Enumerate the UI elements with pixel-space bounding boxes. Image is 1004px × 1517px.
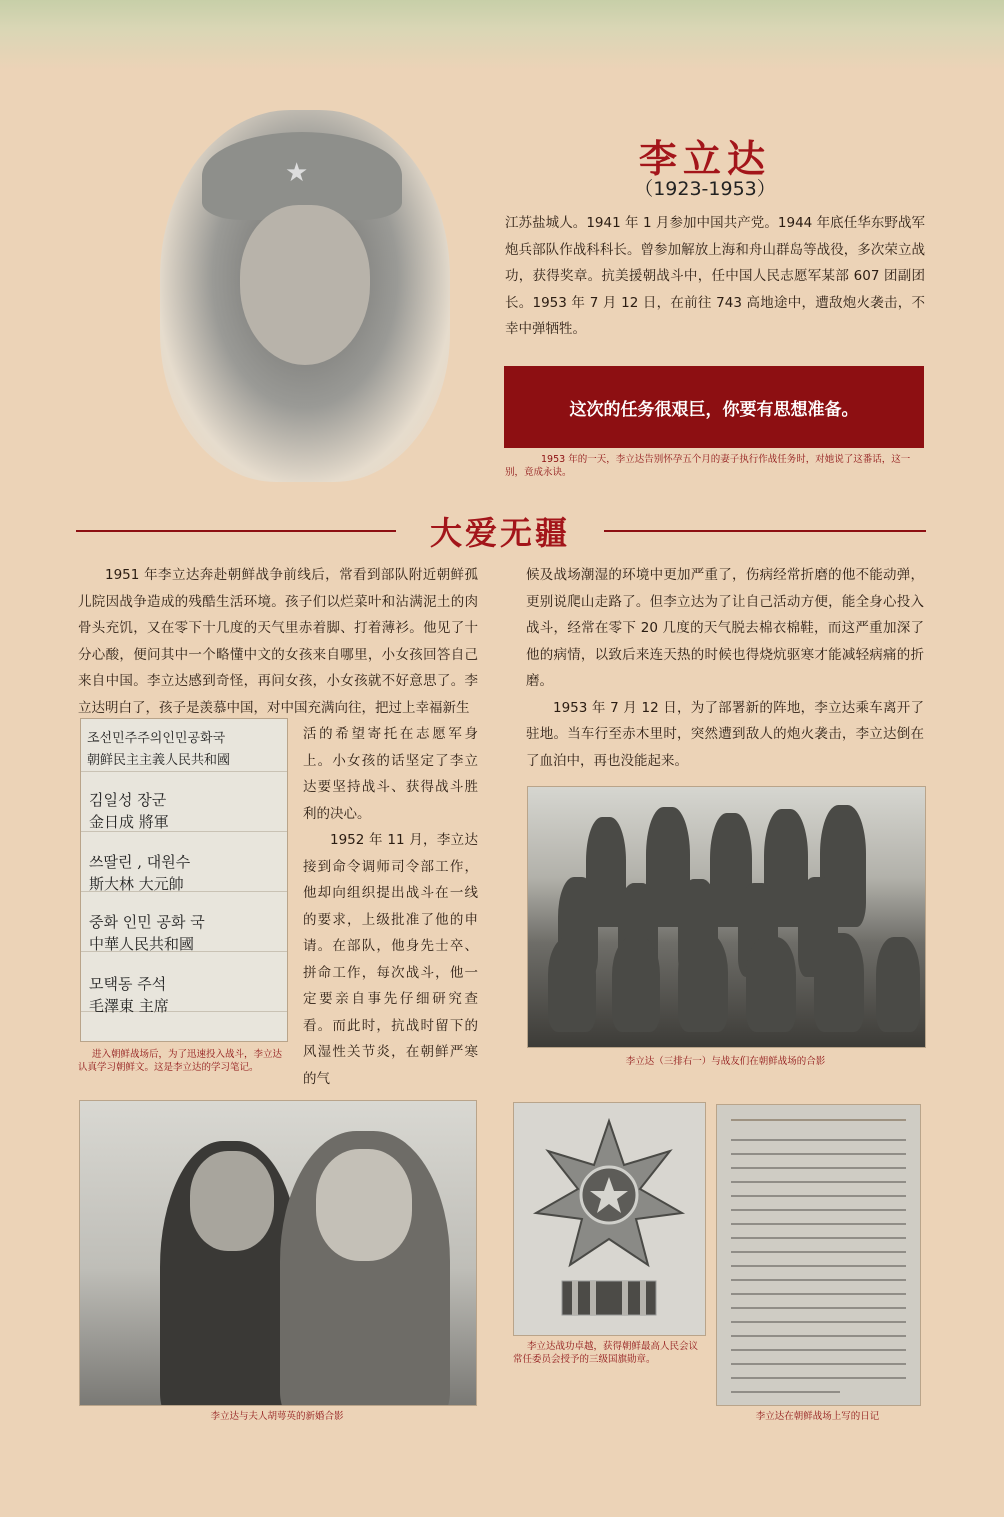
portrait-face bbox=[240, 205, 370, 365]
notebook-photo bbox=[80, 718, 288, 1042]
medal-caption: 李立达战功卓越，获得朝鲜最高人民会议常任委员会授予的三级国旗勋章。 bbox=[513, 1341, 699, 1365]
notebook-line: 斯大林 大元帥 bbox=[89, 875, 184, 893]
group-photo-caption: 李立达（三排右一）与战友们在朝鲜战场的合影 bbox=[625, 1056, 826, 1067]
portrait-photo bbox=[160, 110, 450, 482]
wedding-photo-caption: 李立达与夫人胡萼英的新婚合影 bbox=[210, 1411, 344, 1422]
decorative-top-band bbox=[0, 0, 1004, 70]
medal-icon bbox=[514, 1103, 705, 1335]
notebook-line: 中華人民共和國 bbox=[89, 935, 195, 953]
article-left-top: 1951 年李立达奔赴朝鲜战争前线后，常看到部队附近朝鲜孤儿院因战争造成的残酷生活环境。孩子们以烂菜叶和沾满泥土的肉骨头充饥，又在零下十几度的天气里赤着脚、打着薄衫。他见了十分心酸，便问其中一个略懂中文的女孩来自哪里，小女孩回答自己来自中国。李立达感到奇怪，再问女孩，小女孩就不好意思了。李立达明白了，孩子是羡慕中国，对中国充满向往，把过上幸福新生 bbox=[78, 567, 478, 716]
notebook-line: 毛澤東 主席 bbox=[89, 997, 169, 1015]
wedding-photo bbox=[79, 1100, 477, 1406]
diary-photo bbox=[716, 1104, 921, 1406]
medal-photo bbox=[513, 1102, 706, 1336]
notebook-line: 모택동 주석 bbox=[89, 975, 167, 993]
notebook-line: 金日成 將軍 bbox=[89, 813, 169, 831]
article-left-column: 活的希望寄托在志愿军身上。小女孩的话坚定了李立达要坚持战斗、获得战斗胜利的决心。 1952 年 11 月，李立达接到命令调师司令部工作，他却向组织提出战斗在一线的要求，上级批准了他的申请。在部队，他身先士卒、拼命工作，每次战斗，他一定要亲自事先仔细研究查看。而此时，抗战时留下的风湿性关节炎，在朝鲜严寒的气 bbox=[303, 726, 478, 1087]
article-right: 候及战场潮湿的环境中更加严重了，伤病经常折磨的他不能动弹，更别说爬山走路了。但李立达为了让自己活动方便，能全身心投入战斗，经常在零下 20 几度的天气脱去棉衣棉鞋，而这严重加深了他的病情，以致后来连天热的时候也得烧炕驱寒才能减轻病痛的折磨。 1953 年 7 月 12 日，为了部署新的阵地，李立达乘车离开了驻地。当车行至赤木里时，突然遭到敌人的炮火袭击，李立达倒在了血泊中，再也没能起来。 bbox=[526, 567, 924, 769]
notebook-line: 중화 인민 공화 국 bbox=[89, 913, 205, 931]
quote-caption: 1953 年的一天，李立达告别怀孕五个月的妻子执行作战任务时，对她说了这番话，这一别，竟成永诀。 bbox=[505, 454, 911, 478]
section-rule-right bbox=[604, 530, 926, 532]
notebook-caption: 进入朝鲜战场后，为了迅速投入战斗，李立达认真学习朝鲜文。这是李立达的学习笔记。 bbox=[78, 1049, 283, 1073]
group-photo bbox=[527, 786, 926, 1048]
diary-caption: 李立达在朝鲜战场上写的日记 bbox=[755, 1411, 880, 1422]
notebook-line: 김일성 장군 bbox=[89, 791, 167, 809]
section-title: 大爱无疆 bbox=[429, 514, 570, 552]
person-years: （1923-1953） bbox=[634, 178, 776, 200]
quote-box bbox=[504, 366, 924, 448]
notebook-line: 쓰딸린 , 대원수 bbox=[89, 853, 191, 871]
notebook-line: 朝鲜民主主義人民共和國 bbox=[87, 753, 231, 768]
biography-text: 江苏盐城人。1941 年 1 月参加中国共产党。1944 年底任华东野战军炮兵部队作战科科长。曾参加解放上海和舟山群岛等战役，多次荣立战功，获得奖章。抗美援朝战斗中，任中国人民志愿军某部 607 团副团长。1953 年 7 月 12 日，在前往 743 高地途中，遭敌炮火袭击，不幸中弹牺牲。 bbox=[505, 215, 925, 337]
notebook-line: 조선민주주의인민공화국 bbox=[87, 731, 226, 746]
star-icon: ★ bbox=[285, 158, 309, 188]
person-name: 李立达 bbox=[638, 136, 771, 181]
quote-text: 这次的任务很艰巨，你要有思想准备。 bbox=[569, 399, 859, 420]
section-rule-left bbox=[76, 530, 396, 532]
